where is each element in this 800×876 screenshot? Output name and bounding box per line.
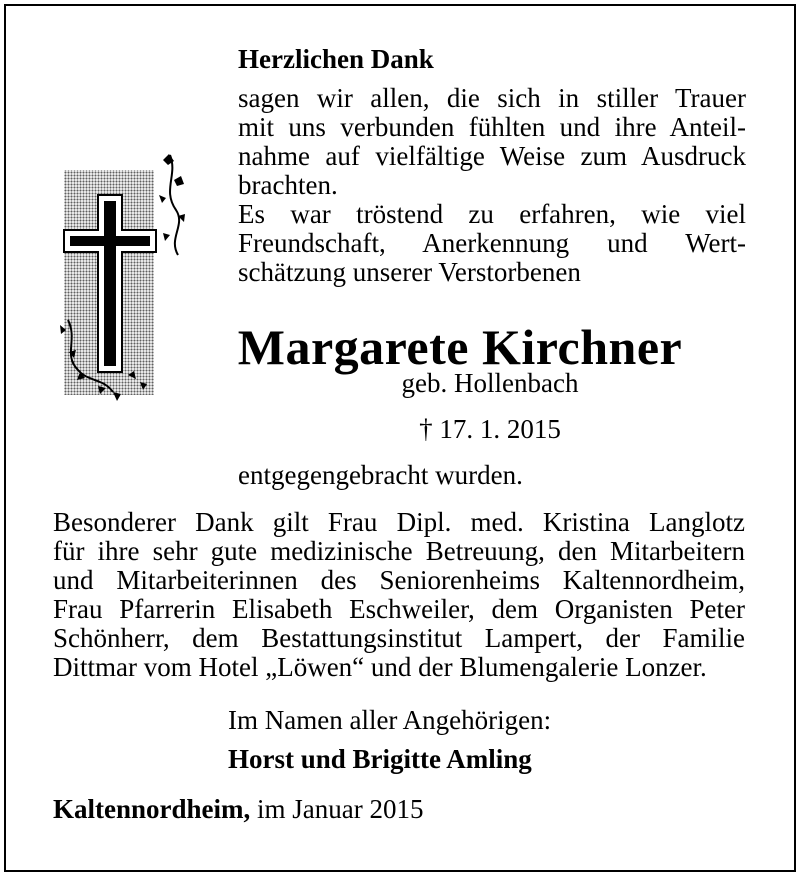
intro-line: brachten. <box>238 170 338 200</box>
heading: Herzlichen Dank <box>238 44 434 74</box>
intro-line: Freundschaft, Anerkennung und Wert- <box>238 228 746 258</box>
on-behalf-text: Im Namen aller Angehörigen: <box>228 705 552 735</box>
signers: Horst und Brigitte Amling <box>228 744 532 774</box>
thanks-line: Schönherr, dem Bestattungsinstitut Lampert, der Familie <box>53 623 745 653</box>
continuation-text: entgegengebracht wurden. <box>238 460 523 490</box>
thanks-line: Dittmar vom Hotel „Löwen“ und der Blumengalerie Lonzer. <box>53 652 707 682</box>
thanks-line: für ihre sehr gute medizinische Betreuung, den Mitarbeitern <box>53 536 745 566</box>
intro-line: mit uns verbunden fühlten und ihre Anteil- <box>238 112 746 142</box>
intro-line: Es war tröstend zu erfahren, wie viel <box>238 199 746 229</box>
intro-line: sagen wir allen, die sich in stiller Trauer <box>238 83 746 113</box>
deceased-name: Margarete Kirchner <box>237 319 683 375</box>
thanks-line: Besonderer Dank gilt Frau Dipl. med. Kristina Langlotz <box>53 507 745 537</box>
birth-name: geb. Hollenbach <box>401 368 579 398</box>
place: Kaltennordheim, <box>53 794 251 824</box>
date: im Januar 2015 <box>257 794 424 824</box>
place-date <box>53 794 424 825</box>
intro-line: schätzung unserer Verstorbenen <box>238 257 581 287</box>
death-date: † 17. 1. 2015 <box>419 414 561 444</box>
thanks-line: und Mitarbeiterinnen des Seniorenheims Kaltennordheim, <box>53 565 745 595</box>
thanks-line: Frau Pfarrerin Elisabeth Eschweiler, dem Organisten Peter <box>53 594 745 624</box>
intro-line: nahme auf vielfältige Weise zum Ausdruck <box>238 141 746 171</box>
